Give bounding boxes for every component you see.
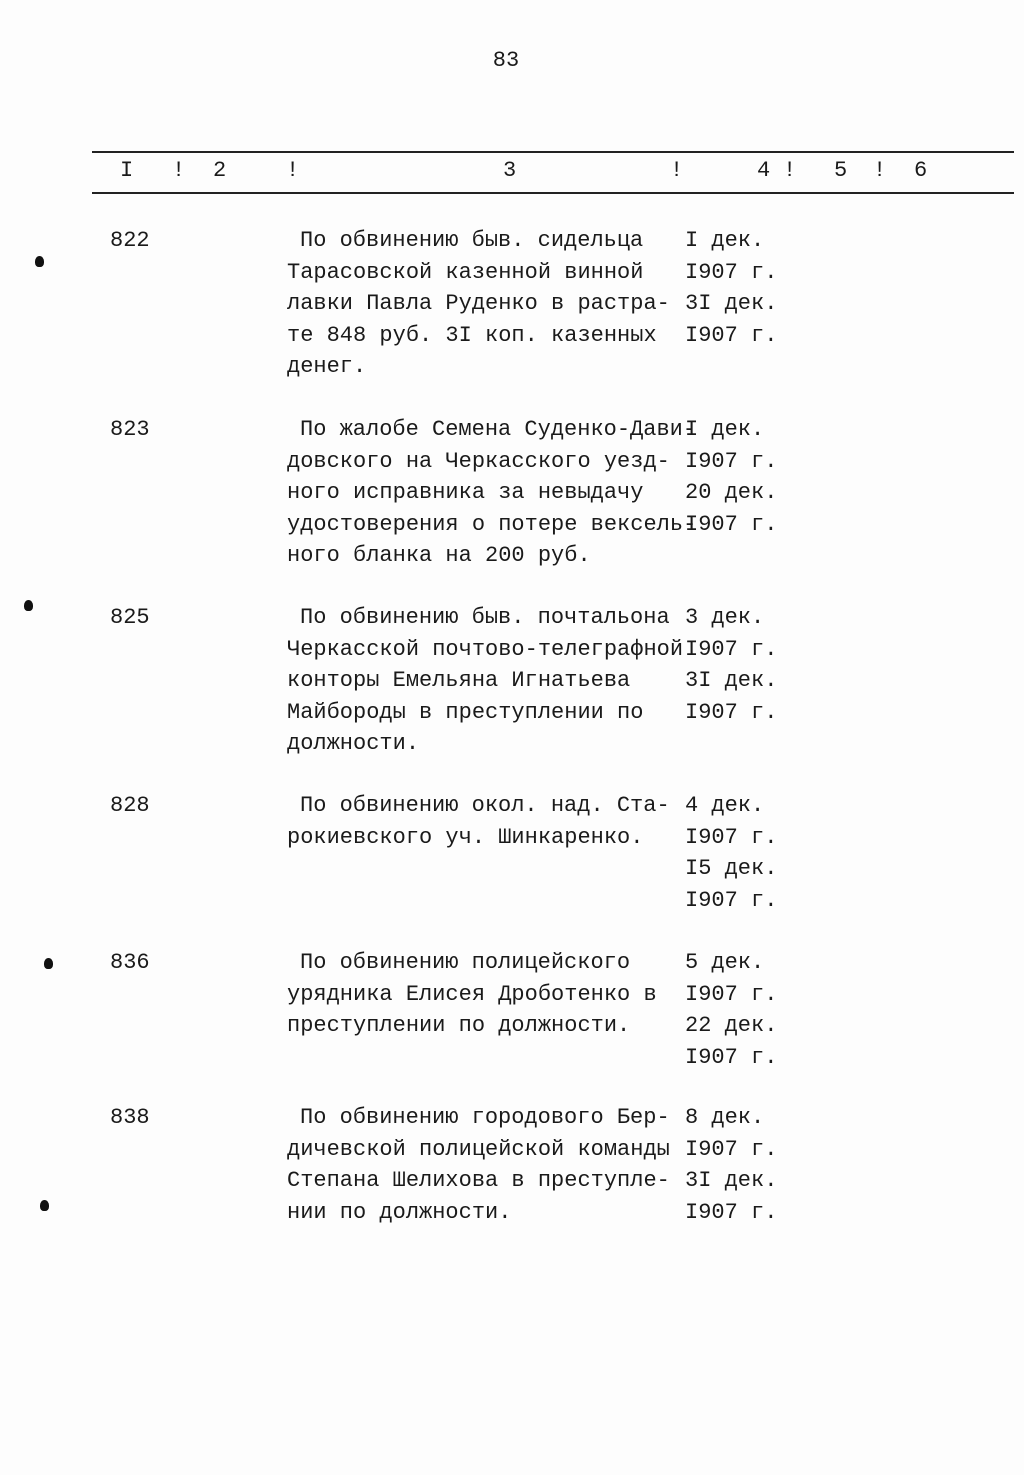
entry-description	[287, 1102, 670, 1228]
entry-description	[287, 790, 670, 853]
column-separator: !	[670, 158, 684, 183]
description-line: ного бланка на 200 руб.	[287, 543, 591, 568]
description-line: нии по должности.	[287, 1199, 512, 1225]
date-line: I907 г.	[685, 1044, 778, 1070]
header-bottom-rule	[92, 192, 1014, 194]
entry-dates	[685, 1102, 777, 1228]
date-line: 20 дек.	[685, 480, 778, 505]
punch-hole-mark	[35, 256, 44, 267]
entry-description	[287, 602, 683, 760]
description-line: По обвинению быв. сидельца	[300, 228, 644, 253]
entry-description	[287, 947, 657, 1042]
column-header: I	[120, 158, 134, 183]
description-line: лавки Павла Руденко в растра-	[287, 291, 670, 316]
column-header: 2	[213, 158, 227, 183]
description-line: По обвинению полицейского	[300, 950, 631, 975]
description-line: Черкасской почтово-телеграфной	[287, 636, 684, 662]
date-line: 3I дек.	[685, 668, 778, 693]
date-line: 8 дек.	[685, 1105, 765, 1130]
date-line: I5 дек.	[685, 856, 778, 881]
description-line: довского на Черкасского уезд-	[287, 448, 670, 474]
description-line: Степана Шелихова в преступле-	[287, 1168, 670, 1193]
description-line: денег.	[287, 354, 367, 379]
date-line: I дек.	[685, 228, 765, 253]
date-line: I907 г.	[685, 511, 778, 537]
entry-dates	[685, 225, 777, 351]
entry-dates	[685, 947, 777, 1073]
entry-dates	[685, 602, 777, 728]
date-line: I907 г.	[685, 887, 778, 913]
column-header: 4	[757, 158, 771, 183]
date-line: I907 г.	[685, 1199, 778, 1225]
column-header: 3	[503, 158, 517, 183]
column-header: 6	[914, 158, 928, 183]
punch-hole-mark	[44, 958, 53, 969]
entry-number: 828	[110, 793, 150, 818]
date-line: I907 г.	[685, 1136, 778, 1162]
description-line: конторы Емельяна Игнатьева	[287, 668, 631, 693]
date-line: 3I дек.	[685, 291, 778, 316]
date-line: I907 г.	[685, 824, 778, 850]
date-line: 3 дек.	[685, 605, 765, 630]
description-line: По обвинению городового Бер-	[300, 1105, 670, 1130]
description-line: должности.	[287, 731, 420, 756]
description-line: рокиевского уч. Шинкаренко.	[287, 824, 644, 850]
column-header: 5	[834, 158, 848, 183]
column-separator: !	[783, 158, 797, 183]
description-line: ного исправника за невыдачу	[287, 480, 644, 505]
date-line: I907 г.	[685, 322, 778, 348]
page-number: 83	[492, 48, 520, 73]
date-line: I907 г.	[685, 699, 778, 725]
punch-hole-mark	[24, 600, 33, 611]
entry-number: 825	[110, 605, 150, 630]
description-line: те 848 руб. 3I коп. казенных	[287, 322, 657, 348]
column-separator: !	[172, 158, 186, 183]
column-separator: !	[286, 158, 300, 183]
description-line: По жалобе Семена Суденко-Дави-	[300, 417, 697, 442]
punch-hole-mark	[40, 1200, 49, 1211]
description-line: преступлении по должности.	[287, 1013, 631, 1038]
entry-dates	[685, 790, 777, 916]
date-line: I907 г.	[685, 636, 778, 662]
description-line: урядника Елисея Дроботенко в	[287, 981, 657, 1007]
entry-description	[287, 414, 696, 572]
column-separator: !	[873, 158, 887, 183]
date-line: 4 дек.	[685, 793, 765, 818]
header-top-rule	[92, 151, 1014, 153]
description-line: Тарасовской казенной винной	[287, 259, 644, 285]
entry-number: 823	[110, 417, 150, 442]
description-line: удостоверения о потере вексель-	[287, 511, 697, 537]
date-line: I дек.	[685, 417, 765, 442]
entry-number: 822	[110, 228, 150, 253]
date-line: I907 г.	[685, 448, 778, 474]
entry-number: 838	[110, 1105, 150, 1130]
date-line: 5 дек.	[685, 950, 765, 975]
date-line: 3I дек.	[685, 1168, 778, 1193]
description-line: По обвинению быв. почтальона	[300, 605, 670, 630]
date-line: 22 дек.	[685, 1013, 778, 1038]
entry-number: 836	[110, 950, 150, 975]
date-line: I907 г.	[685, 259, 778, 285]
description-line: дичевской полицейской команды	[287, 1136, 670, 1162]
entry-description	[287, 225, 670, 383]
date-line: I907 г.	[685, 981, 778, 1007]
description-line: Майбороды в преступлении по	[287, 699, 644, 725]
description-line: По обвинению окол. над. Ста-	[300, 793, 670, 818]
entry-dates	[685, 414, 777, 540]
